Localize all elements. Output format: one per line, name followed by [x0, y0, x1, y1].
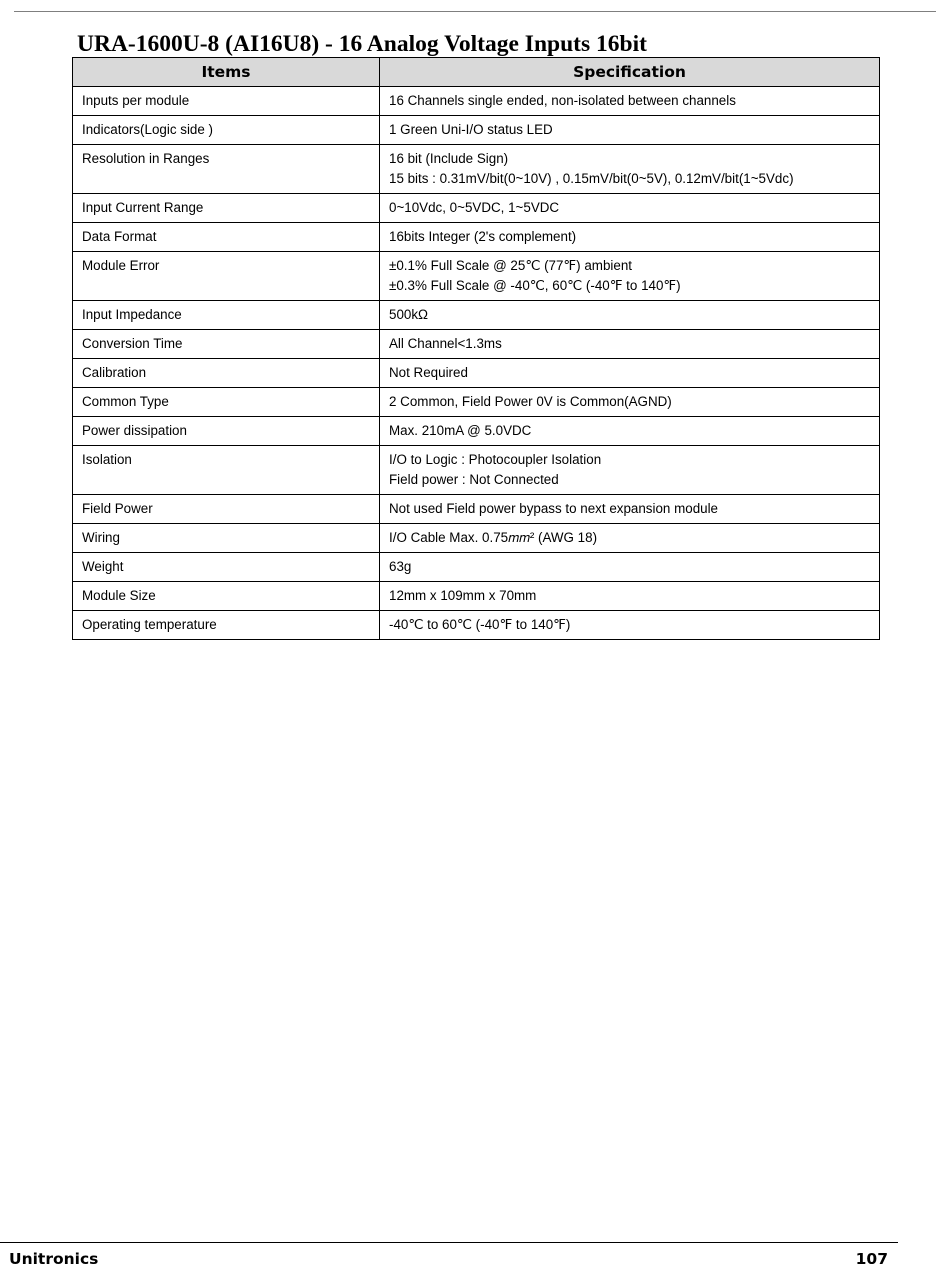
item-cell: Indicators(Logic side ) — [73, 116, 380, 145]
item-cell: Field Power — [73, 495, 380, 524]
specification-line: -40℃ to 60℃ (-40℉ to 140℉) — [389, 617, 571, 632]
table-row — [73, 359, 880, 388]
table-row — [73, 417, 880, 446]
specification-line: 63g — [389, 559, 412, 574]
column-header-items: Items — [73, 58, 380, 87]
specification-line: Not Required — [389, 365, 468, 380]
table-row — [73, 223, 880, 252]
specification-line: 500kΩ — [389, 307, 429, 322]
specification-line: 1 Green Uni-I/O status LED — [389, 122, 553, 137]
specification-line: ±0.1% Full Scale @ 25℃ (77℉) ambient — [389, 258, 632, 273]
specification-cell — [380, 417, 880, 446]
table-row — [73, 524, 880, 553]
specification-line: 16bits Integer (2's complement) — [389, 229, 577, 244]
item-cell: Common Type — [73, 388, 380, 417]
specification-cell — [380, 582, 880, 611]
table-row — [73, 388, 880, 417]
specification-line: I/O Cable Max. 0.75𝑚𝑚² (AWG 18) — [389, 530, 598, 545]
table-row — [73, 446, 880, 495]
table-row — [73, 330, 880, 359]
item-cell: Module Error — [73, 252, 380, 301]
specification-line: 2 Common, Field Power 0V is Common(AGND) — [389, 394, 672, 409]
specification-cell — [380, 524, 880, 553]
specification-line: Not used Field power bypass to next expansion module — [389, 501, 719, 516]
item-cell: Input Impedance — [73, 301, 380, 330]
item-cell: Input Current Range — [73, 194, 380, 223]
specification-cell — [380, 223, 880, 252]
footer-rule — [0, 1242, 898, 1243]
table-row — [73, 87, 880, 116]
table-row — [73, 145, 880, 194]
specification-line: 12mm x 109mm x 70mm — [389, 588, 537, 603]
specification-cell — [380, 145, 880, 194]
header-rule — [14, 11, 936, 12]
specification-line: I/O to Logic : Photocoupler Isolation — [389, 452, 602, 467]
specification-cell — [380, 359, 880, 388]
specification-cell — [380, 553, 880, 582]
item-cell: Inputs per module — [73, 87, 380, 116]
table-row — [73, 194, 880, 223]
table-row — [73, 582, 880, 611]
item-cell: Isolation — [73, 446, 380, 495]
specification-cell — [380, 194, 880, 223]
specification-table — [72, 57, 880, 640]
footer-company: Unitronics — [9, 1250, 99, 1268]
specification-line: All Channel<1.3ms — [389, 336, 502, 351]
specification-line: 0~10Vdc, 0~5VDC, 1~5VDC — [389, 200, 560, 215]
specification-line: 15 bits : 0.31mV/bit(0~10V) , 0.15mV/bit(0~5V), 0.12mV/bit(1~5Vdc) — [389, 171, 794, 186]
specification-cell — [380, 330, 880, 359]
specification-cell — [380, 446, 880, 495]
item-cell: Weight — [73, 553, 380, 582]
specification-line: Field power : Not Connected — [389, 472, 559, 487]
column-header-specification: Specification — [380, 58, 880, 87]
specification-cell — [380, 611, 880, 640]
table-row — [73, 495, 880, 524]
table-row — [73, 252, 880, 301]
specification-line: 16 Channels single ended, non-isolated between channels — [389, 93, 736, 108]
page-number: 107 — [855, 1250, 888, 1268]
specification-line: ±0.3% Full Scale @ -40℃, 60℃ (-40℉ to 140℉) — [389, 278, 681, 293]
table-row — [73, 553, 880, 582]
table-header-row — [73, 58, 880, 87]
specification-cell — [380, 388, 880, 417]
specification-line: Max. 210mA @ 5.0VDC — [389, 423, 532, 438]
table-row — [73, 116, 880, 145]
item-cell: Wiring — [73, 524, 380, 553]
item-cell: Module Size — [73, 582, 380, 611]
item-cell: Calibration — [73, 359, 380, 388]
specification-cell — [380, 87, 880, 116]
specification-cell — [380, 495, 880, 524]
specification-line: 16 bit (Include Sign) — [389, 151, 509, 166]
specification-cell — [380, 301, 880, 330]
item-cell: Data Format — [73, 223, 380, 252]
page-title: URA-1600U-8 (AI16U8) - 16 Analog Voltage Inputs 16bit — [77, 31, 647, 57]
table-row — [73, 611, 880, 640]
item-cell: Power dissipation — [73, 417, 380, 446]
specification-cell — [380, 116, 880, 145]
item-cell: Resolution in Ranges — [73, 145, 380, 194]
specification-cell — [380, 252, 880, 301]
table-row — [73, 301, 880, 330]
item-cell: Operating temperature — [73, 611, 380, 640]
item-cell: Conversion Time — [73, 330, 380, 359]
table-body — [73, 87, 880, 640]
